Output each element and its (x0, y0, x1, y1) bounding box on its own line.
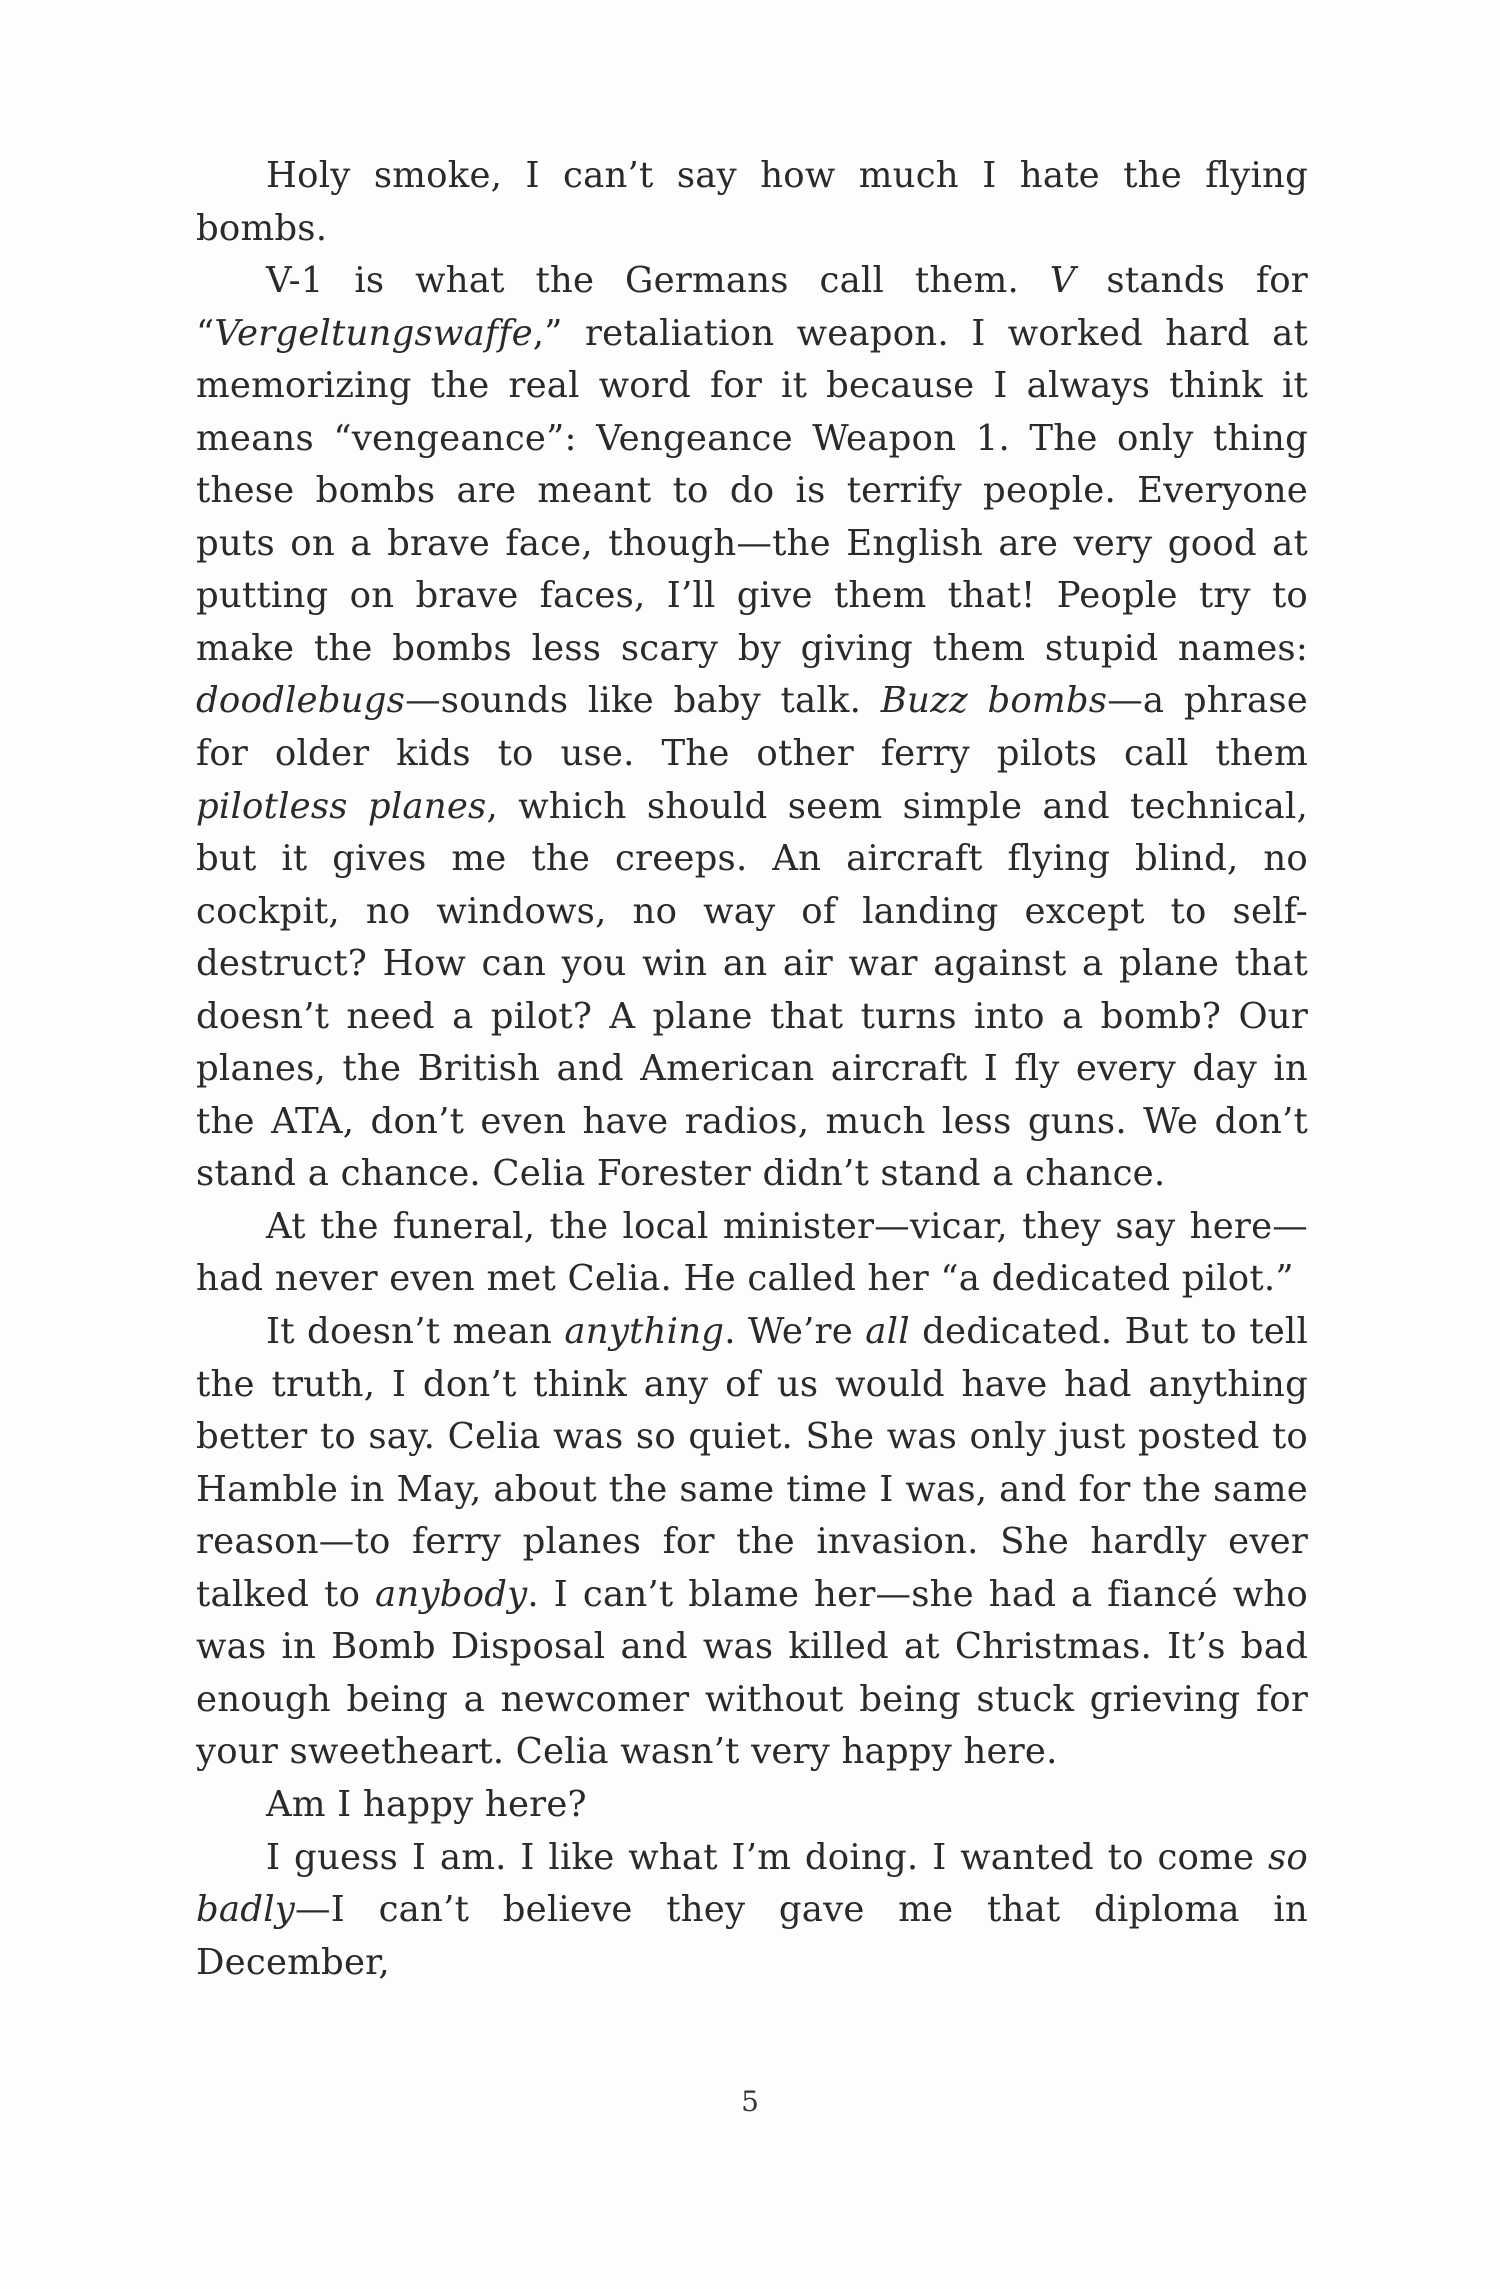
body-text (196, 150, 1308, 1989)
text-run: V-1 is what the Germans call them. (266, 260, 1050, 302)
text-run: At the funeral, the local minister—vicar, they say here—had never even met Celia. He called her “a dedicated pilot.” (196, 1205, 1308, 1300)
text-run: Holy smoke, I can’t say how much I hate the flying bombs. (196, 155, 1308, 249)
text-run: , which should seem simple and technical, but it gives me the creeps. An aircraft flying blind, no cockpit, no windows, no way of landing except to self-destruct? How can you win an air war against a plane that doesn’t need a pilot? A plane that turns into a bomb? Our planes, the British and American aircraft I fly every day in the ATA, don’t even have radios, much less guns. We don’t stand a chance. Celia Forester didn’t stand a chance. (196, 785, 1308, 1195)
italic-text: anybody (375, 1573, 528, 1615)
italic-text: doodlebugs (196, 680, 406, 722)
paragraph (196, 1306, 1308, 1779)
text-run: Am I happy here? (266, 1783, 587, 1825)
paragraph (196, 1832, 1308, 1990)
text-run: It doesn’t mean (266, 1311, 565, 1353)
text-run: —sounds like baby talk. (405, 680, 881, 722)
text-run: . I can’t blame her—she had a fiancé who was in Bomb Disposal and was killed at Christmas. It’s bad enough being a newcomer without being stuck grieving for your sweetheart. Celia wasn’t very happy here. (196, 1573, 1308, 1773)
italic-text: so badly (196, 1836, 1308, 1931)
text-run: . We’re (724, 1311, 866, 1353)
text-run: stands for “ (196, 260, 1308, 354)
paragraph (196, 255, 1308, 1201)
text-run: —I can’t believe they gave me that diploma in December, (196, 1889, 1308, 1983)
paragraph (196, 1201, 1308, 1306)
text-run: dedicated. But to tell the truth, I don’t think any of us would have had anything better to say. Celia was so quiet. She was only just posted to Hamble in May, about the same time I was, and for the same reason—to ferry planes for the invasion. She hardly ever talked to (196, 1311, 1309, 1615)
text-run: I guess I am. I like what I’m doing. I wanted to come (266, 1836, 1268, 1878)
paragraph (196, 1779, 1308, 1832)
text-run: ,” retaliation weapon. I worked hard at memorizing the real word for it because I always think it means “vengeance”: Vengeance Weapon 1. The only thing these bombs are meant to do is terrify people. Everyone puts on a brave face, though—the English are very good at putting on brave faces, I’ll give them that! People try to make the bombs less scary by giving them stupid names: (196, 312, 1308, 669)
paragraph (196, 150, 1308, 255)
italic-text: Vergeltungswaffe (214, 312, 533, 354)
text-run: —a phrase for older kids to use. The other ferry pilots call them (196, 680, 1308, 775)
italic-text: anything (564, 1311, 725, 1353)
italic-text: pilotless planes (196, 785, 487, 827)
italic-text: Buzz bombs (880, 680, 1108, 722)
page-number: 5 (741, 2085, 759, 2118)
italic-text: V (1049, 260, 1076, 302)
italic-text: all (865, 1311, 910, 1353)
